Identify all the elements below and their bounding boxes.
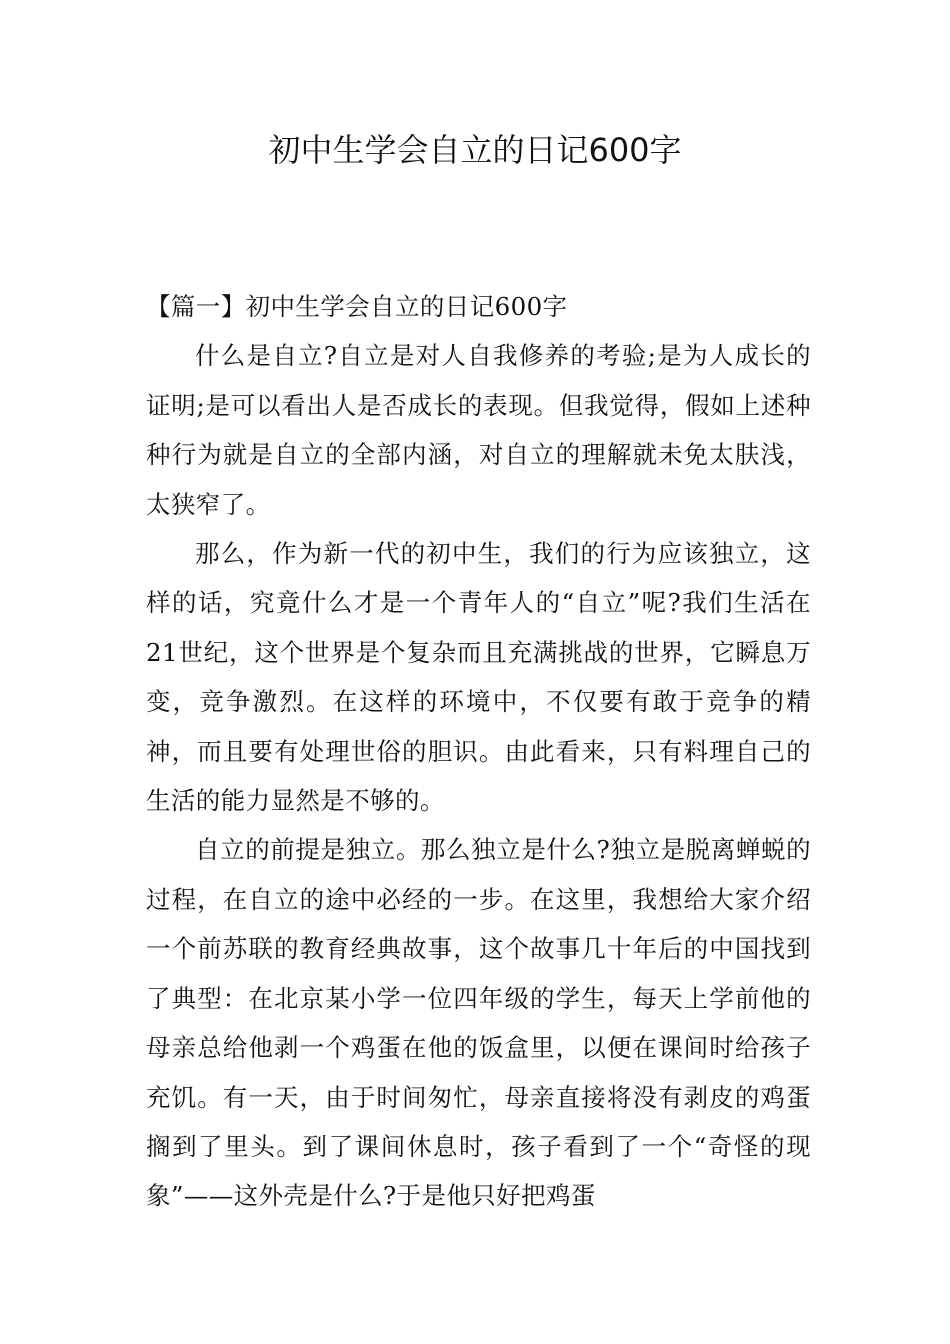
document-title: 初中生学会自立的日记600字 — [268, 131, 682, 169]
document-body — [146, 282, 811, 1221]
section-heading: 【篇一】初中生学会自立的日记600字 — [146, 292, 568, 321]
paragraph-1: 什么是自立?自立是对人自我修养的考验;是为人成长的证明;是可以看出人是否成长的表现。但我觉得，假如上述种种行为就是自立的全部内涵，对自立的理解就未免太肤浅，太狭窄了。 — [146, 341, 811, 519]
paragraph-2: 那么，作为新一代的初中生，我们的行为应该独立，这样的话，究竟什么才是一个青年人的“自立”呢?我们生活在21世纪，这个世界是个复杂而且充满挑战的世界，它瞬息万变，竞争激烈。在这样的环境中，不仅要有敢于竞争的精神，而且要有处理世俗的胆识。由此看来，只有料理自己的生活的能力显然是不够的。 — [146, 539, 811, 816]
paragraph-3: 自立的前提是独立。那么独立是什么?独立是脱离蝉蜕的过程，在自立的途中必经的一步。在这里，我想给大家介绍一个前苏联的教育经典故事，这个故事几十年后的中国找到了典型：在北京某小学一位四年级的学生，每天上学前他的母亲总给他剥一个鸡蛋在他的饭盒里，以便在课间时给孩子充饥。有一天，由于时间匆忙，母亲直接将没有剥皮的鸡蛋搁到了里头。到了课间休息时，孩子看到了一个“奇怪的现象”——这外壳是什么?于是他只好把鸡蛋 — [146, 835, 811, 1211]
